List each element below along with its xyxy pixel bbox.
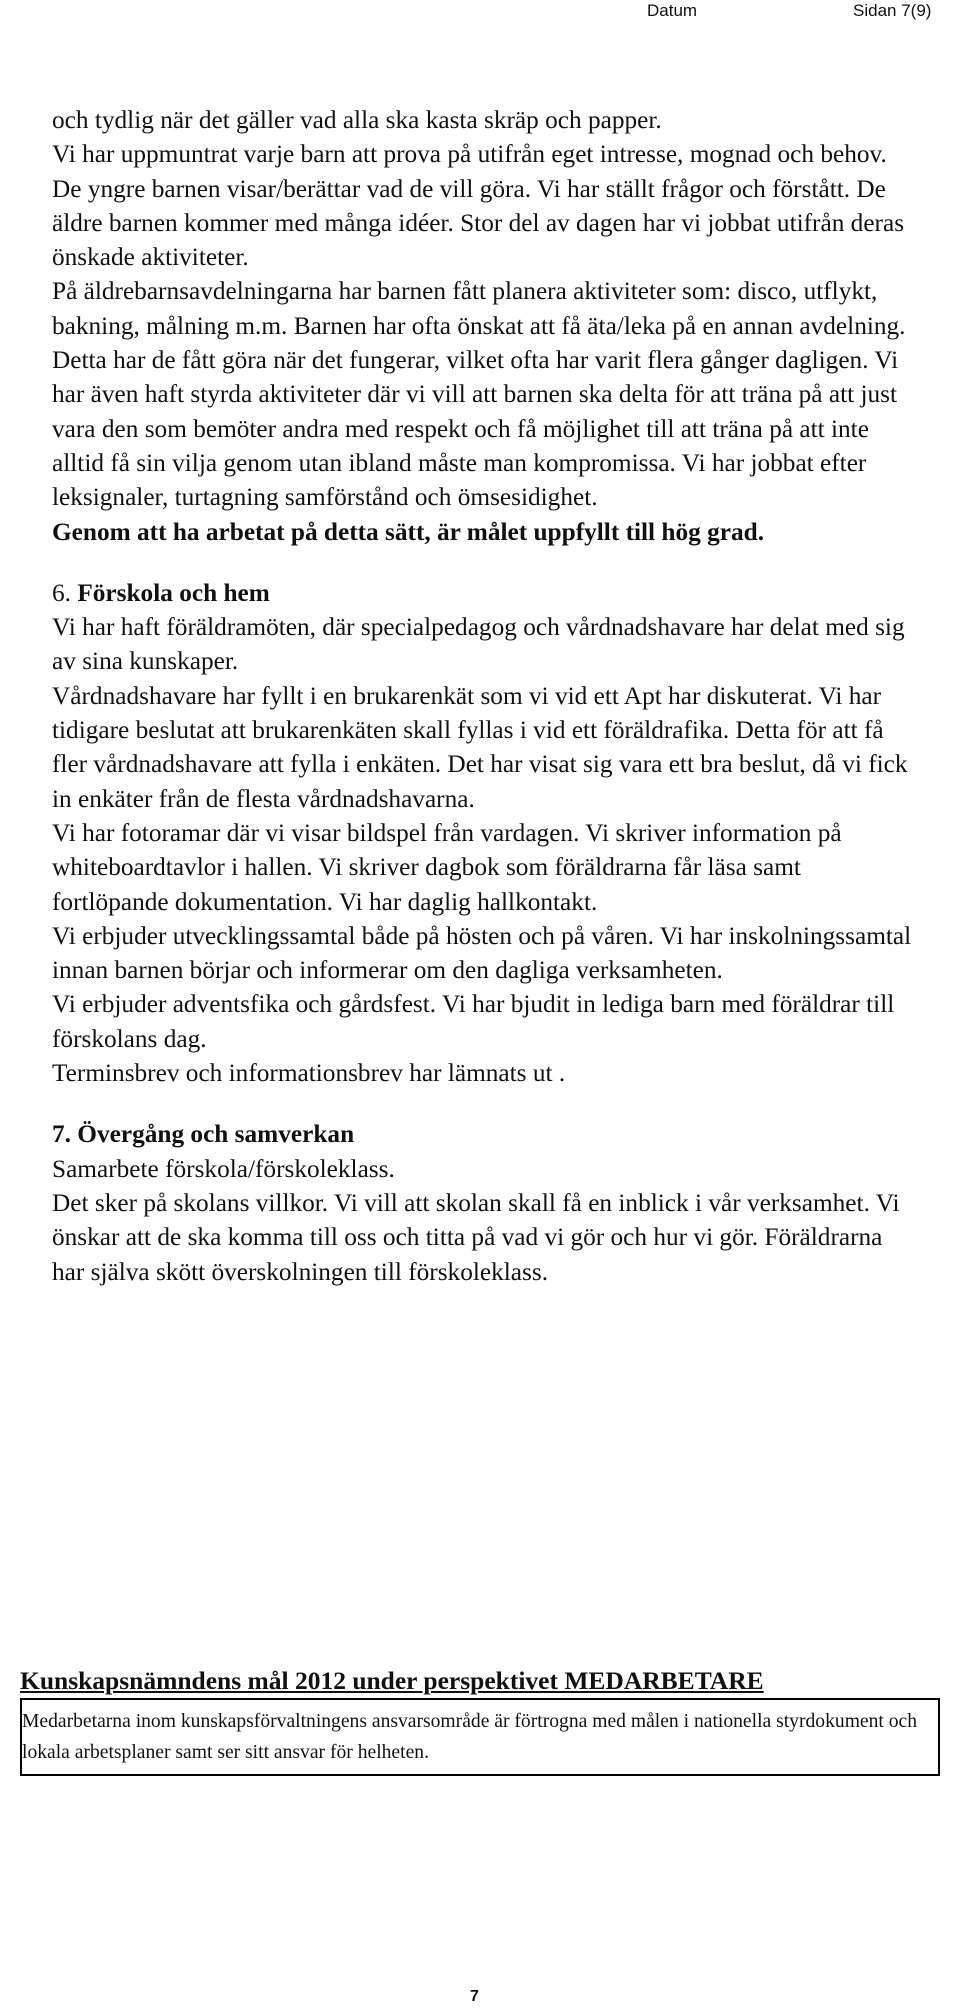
paragraph: Vårdnadshavare har fyllt i en brukarenkät som vi vid ett Apt har diskuterat. Vi har tidigare beslutat att brukarenkäten skall fyllas i vid ett föräldrafika. Detta för att få fler vårdnadshavare att fylla i enkäten. Det har visat sig vara ett bra beslut, då vi fick in enkäter från de flesta vårdnadshavarna. (52, 681, 908, 813)
footer-page-number: 7 (470, 1988, 479, 2005)
goals-box: Medarbetarna inom kunskapsförvaltningens ansvarsområde är förtrogna med målen i nationella styrdokument och lokala arbetsplaner samt ser sitt ansvar för helheten. (20, 1698, 940, 1776)
section-6-number: 6. (52, 578, 71, 607)
header-page-label: Sidan 7(9) (853, 1, 932, 20)
conclusion-statement: Genom att ha arbetat på detta sätt, är målet uppfyllt till hög grad. (52, 517, 765, 546)
header-date-label: Datum (647, 1, 698, 20)
paragraph: På äldrebarnsavdelningarna har barnen fått planera aktiviteter som: disco, utflykt, bakning, målning m.m. Barnen har ofta önskat att få äta/leka på en annan avdelning. Detta har de fått göra när det fungerar, vilket ofta har varit flera gånger dagligen. Vi har även haft styrda aktiviteter där vi vill att barnen ska delta för att träna på att just vara den som bemöter andra med respekt och få möjlighet till att träna på att inte alltid få sin vilja genom utan ibland måste man kompromissa. Vi har jobbat efter leksignaler, turtagning samförstånd och ömsesidighet. (52, 277, 906, 512)
goals-section (20, 1664, 940, 1776)
section-7-title: 7. Övergång och samverkan (52, 1120, 355, 1149)
paragraph: Samarbete förskola/förskoleklass. (52, 1154, 395, 1183)
paragraph: Vi har fotoramar där vi visar bildspel från vardagen. Vi skriver information på whiteboardtavlor i hallen. Vi skriver dagbok som föräldrarna får läsa samt fortlöpande dokumentation. Vi har daglig hallkontakt. (52, 818, 842, 916)
section-6-heading (52, 576, 912, 610)
paragraph: Terminsbrev och informationsbrev har lämnats ut . (52, 1059, 566, 1088)
paragraph: och tydlig när det gäller vad alla ska kasta skräp och papper. (52, 106, 662, 134)
paragraph: Vi har haft föräldramöten, där specialpedagog och vårdnadshavare har delat med sig av sina kunskaper. (52, 613, 905, 676)
paragraph: Vi erbjuder utvecklingssamtal både på hösten och på våren. Vi har inskolningssamtal innan barnen börjar och informerar om den dagliga verksamheten. (52, 921, 912, 985)
goals-title: Kunskapsnämndens mål 2012 under perspektivet MEDARBETARE (20, 1666, 764, 1695)
paragraph: Vi har uppmuntrat varje barn att prova på utifrån eget intresse, mognad och behov. De yngre barnen visar/berättar vad de vill göra. Vi har ställt frågor och förstått. De äldre barnen kommer med många idéer. Stor del av dagen har vi jobbat utifrån deras önskade aktiviteter. (52, 140, 905, 272)
paragraph: Vi erbjuder adventsfika och gårdsfest. Vi har bjudit in lediga barn med föräldrar till förskolans dag. (52, 990, 895, 1053)
page-header (0, 0, 960, 30)
section-6-title: Förskola och hem (77, 578, 270, 607)
document-body (52, 103, 912, 1289)
spacer (52, 549, 912, 576)
spacer (52, 1090, 912, 1117)
paragraph: Det sker på skolans villkor. Vi vill att skolan skall få en inblick i vår verksamhet. Vi önskar att de ska komma till oss och titta på vad vi gör och hur vi gör. Föräldrarna har själva skött överskolningen till förskoleklass. (52, 1188, 900, 1286)
